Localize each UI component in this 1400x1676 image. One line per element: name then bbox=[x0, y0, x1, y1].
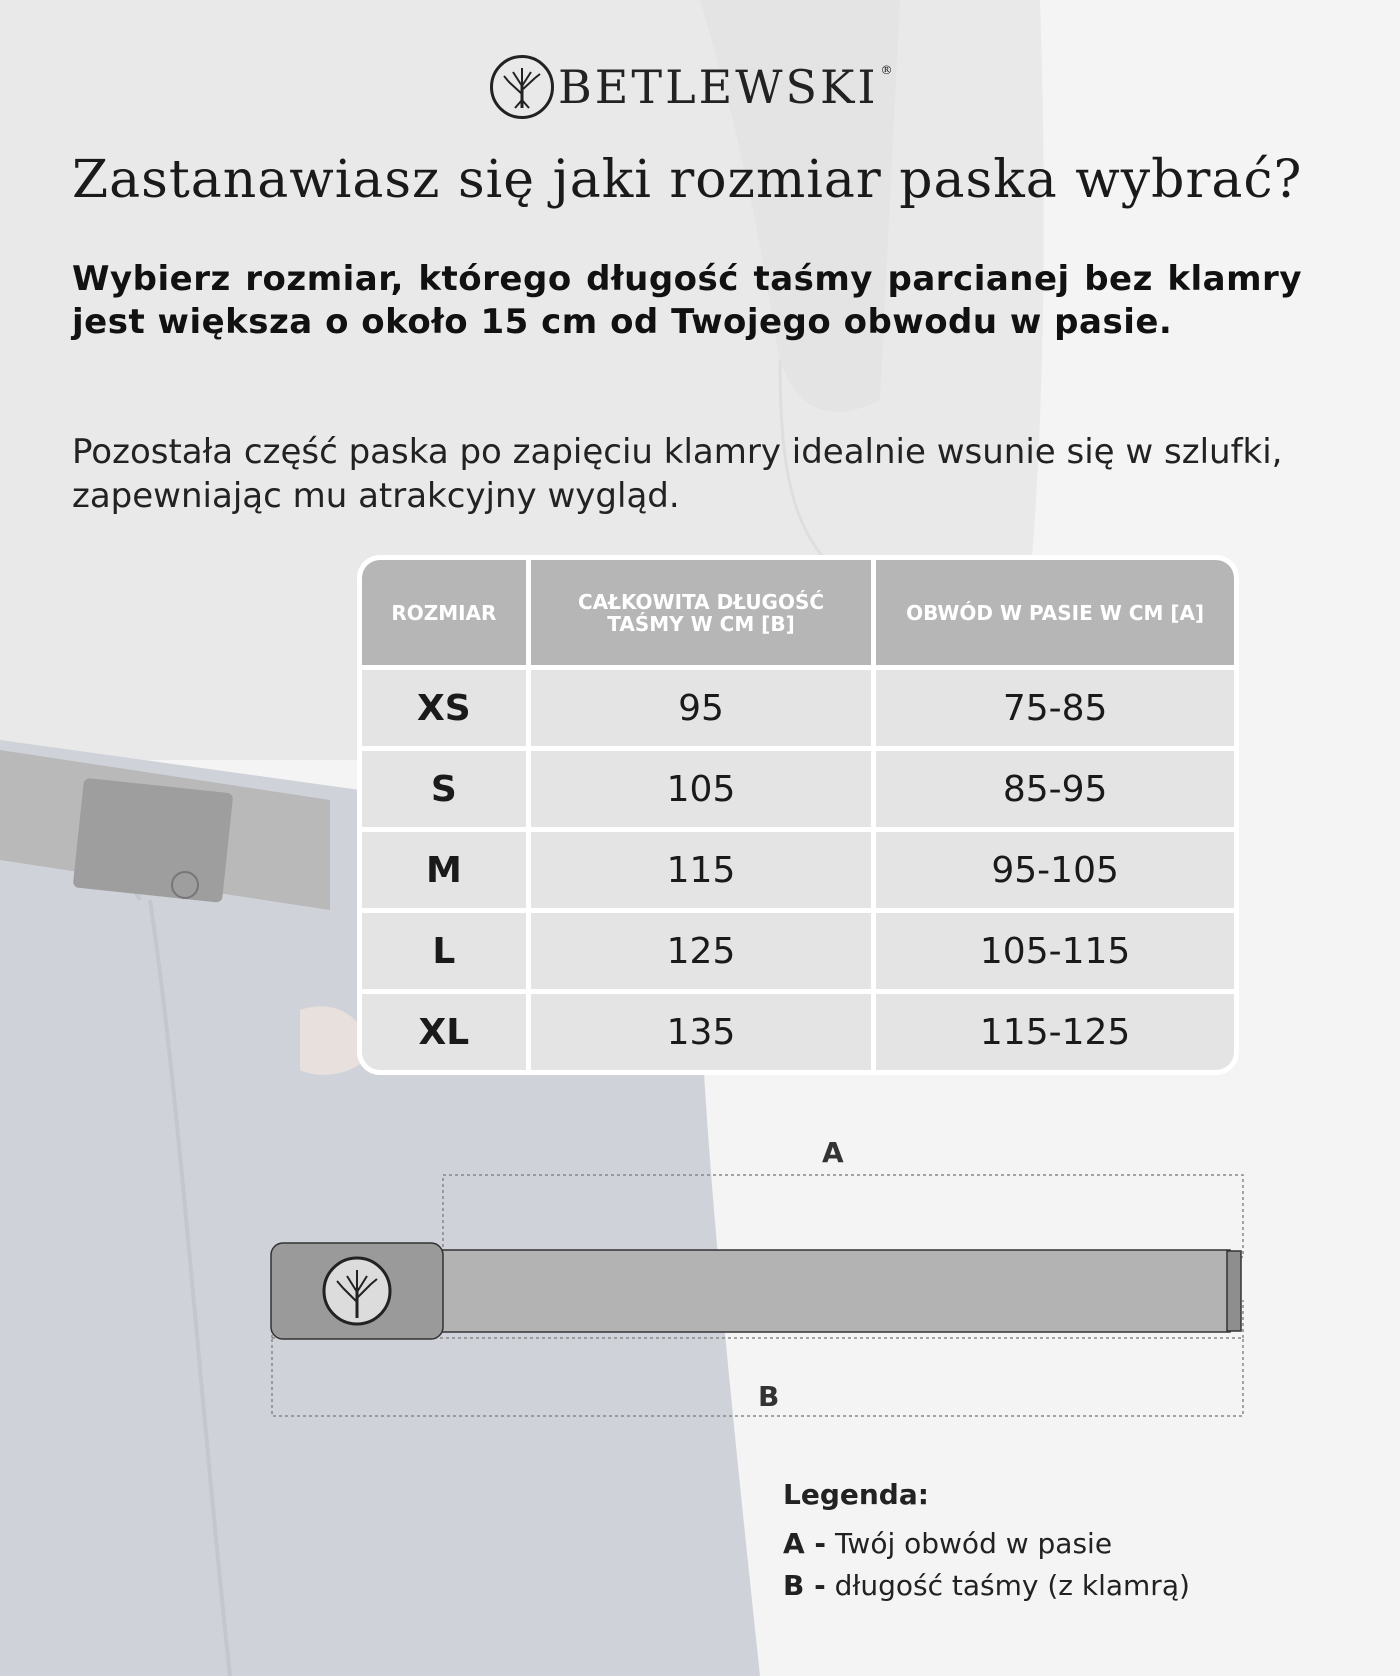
table-header-row bbox=[362, 560, 1234, 665]
cell-size: XS bbox=[362, 670, 526, 746]
cell-waist: 85-95 bbox=[876, 751, 1234, 827]
header-length: CAŁKOWITA DŁUGOŚĆ TAŚMY W CM [B] bbox=[531, 560, 871, 665]
table-row bbox=[362, 994, 1234, 1070]
size-table bbox=[362, 560, 1234, 1070]
table-row bbox=[362, 751, 1234, 827]
dimension-label-b: B bbox=[758, 1380, 780, 1413]
cell-waist: 95-105 bbox=[876, 832, 1234, 908]
cell-length: 95 bbox=[531, 670, 871, 746]
buckle-tree-icon bbox=[324, 1258, 390, 1324]
table-row bbox=[362, 670, 1234, 746]
header-waist: OBWÓD W PASIE W CM [A] bbox=[876, 560, 1234, 665]
table-row bbox=[362, 832, 1234, 908]
cell-length: 115 bbox=[531, 832, 871, 908]
page-title: Zastanawiasz się jaki rozmiar paska wybrać? bbox=[72, 150, 1303, 210]
dimension-a-outline bbox=[443, 1175, 1243, 1257]
table-row bbox=[362, 913, 1234, 989]
cell-length: 105 bbox=[531, 751, 871, 827]
header-size: ROZMIAR bbox=[362, 560, 526, 665]
cell-waist: 115-125 bbox=[876, 994, 1234, 1070]
belt-strap bbox=[440, 1250, 1230, 1332]
cell-size: XL bbox=[362, 994, 526, 1070]
cell-waist: 105-115 bbox=[876, 913, 1234, 989]
legend-title: Legenda: bbox=[783, 1478, 929, 1511]
brand-logo bbox=[490, 52, 896, 122]
dimension-label-a: A bbox=[822, 1136, 844, 1169]
cell-size: S bbox=[362, 751, 526, 827]
sub-paragraph: Pozostała część paska po zapięciu klamry idealnie wsunie się w szlufki, zapewniając mu atrakcyjny wygląd. bbox=[72, 432, 1283, 516]
legend-item-a: A - Twój obwód w pasie bbox=[783, 1527, 1113, 1560]
legend bbox=[783, 1478, 1190, 1607]
cell-size: L bbox=[362, 913, 526, 989]
cell-length: 125 bbox=[531, 913, 871, 989]
tree-logo-icon bbox=[490, 55, 554, 119]
cell-size: M bbox=[362, 832, 526, 908]
belt-tip bbox=[1227, 1251, 1241, 1331]
brand-name: BETLEWSKI ® bbox=[558, 60, 896, 114]
lead-paragraph: Wybierz rozmiar, którego długość taśmy parcianej bez klamry jest większa o około 15 cm od Twojego obwodu w pasie. bbox=[72, 259, 1302, 342]
belt-buckle bbox=[271, 1243, 443, 1339]
cell-length: 135 bbox=[531, 994, 871, 1070]
cell-waist: 75-85 bbox=[876, 670, 1234, 746]
legend-item-b: B - długość taśmy (z klamrą) bbox=[783, 1569, 1190, 1602]
